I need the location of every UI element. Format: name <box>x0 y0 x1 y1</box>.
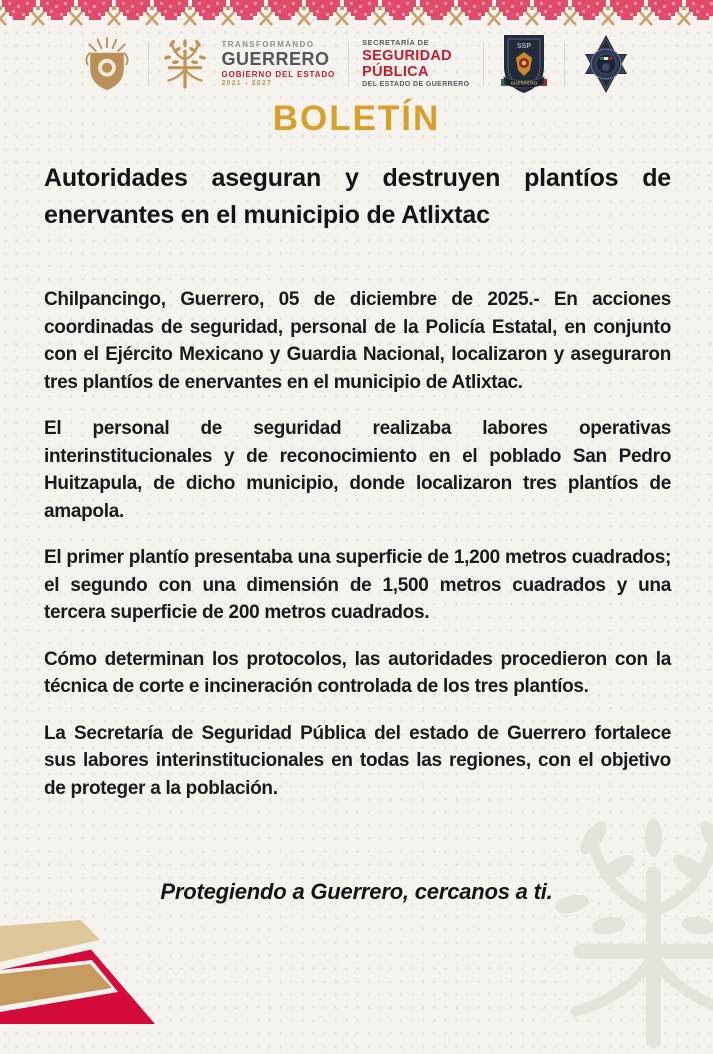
amate-tree-watermark-icon <box>546 814 713 1054</box>
corner-ribbon-decoration <box>0 884 220 1024</box>
state-crest-icon <box>79 34 135 94</box>
paragraph-protocols: Cómo determinan los protocolos, las autoridades procedieron con la técnica de corte e incineración controlada de los tres plantíos. <box>44 648 671 697</box>
slogan: Protegiendo a Guerrero, cercanos a ti. <box>160 879 553 904</box>
divider <box>483 42 484 86</box>
ministry-line4: DEL ESTADO DE GUERRERO <box>362 81 470 89</box>
shield-banner-label: GUERRERO <box>510 80 537 86</box>
bulletin-body <box>44 286 671 821</box>
ministry-line1: SECRETARÍA DE <box>362 38 430 48</box>
ssp-shield-badge-icon <box>497 32 551 96</box>
ministry-line2: SEGURIDAD <box>362 47 452 64</box>
paragraph-operation: El personal de seguridad realizaba labores operativas interinstitucionales y de reconocimiento en el poblado San Pedro Huitzapula, de dicho municipio, donde localizaron tres plantíos de amapola. <box>44 418 671 522</box>
paragraph-closing: La Secretaría de Seguridad Pública del estado de Guerrero fortalece sus labores interinstitucionales en todas las regiones, con el objetivo de proteger a la población. <box>44 722 671 799</box>
amate-tree-icon <box>162 38 208 90</box>
ministry-line3: PÚBLICA <box>362 63 429 80</box>
brand-periodo: 2021 - 2027 <box>221 80 273 87</box>
divider <box>564 42 565 86</box>
shield-top-label: SSP <box>516 43 531 50</box>
brand-transformando: TRANSFORMANDO <box>221 39 315 49</box>
bulletin-kicker: BOLETÍN <box>272 99 441 138</box>
brand-guerrero: GUERRERO <box>221 49 330 70</box>
bulletin-headline: Autoridades aseguran y destruyen plantíos de enervantes en el municipio de Atlixtac <box>44 164 671 229</box>
paragraph-dimensions: El primer plantío presentaba una superficie de 1,200 metros cuadrados; el segundo con una dimensión de 1,500 metros cuadrados y una tercera superficie de 200 metros cuadrados. <box>44 547 671 623</box>
ministry-block <box>362 39 469 89</box>
brand-gobierno: GOBIERNO DEL ESTADO <box>221 69 336 79</box>
paragraph-dateline: Chilpancingo, Guerrero, 05 de diciembre de 2025.- En acciones coordinadas de seguridad, personal de la Policía Estatal, en conjunto con el Ejército Mexicano y Guardia Nacional, localizaron y aseguraron tres plantíos de enervantes en el municipio de Atlixtac. <box>44 289 671 393</box>
divider <box>148 42 149 86</box>
police-star-badge-icon <box>578 34 634 94</box>
textile-border-pattern <box>0 0 713 28</box>
divider <box>348 42 349 86</box>
brand-block <box>221 40 335 88</box>
header <box>0 31 713 97</box>
